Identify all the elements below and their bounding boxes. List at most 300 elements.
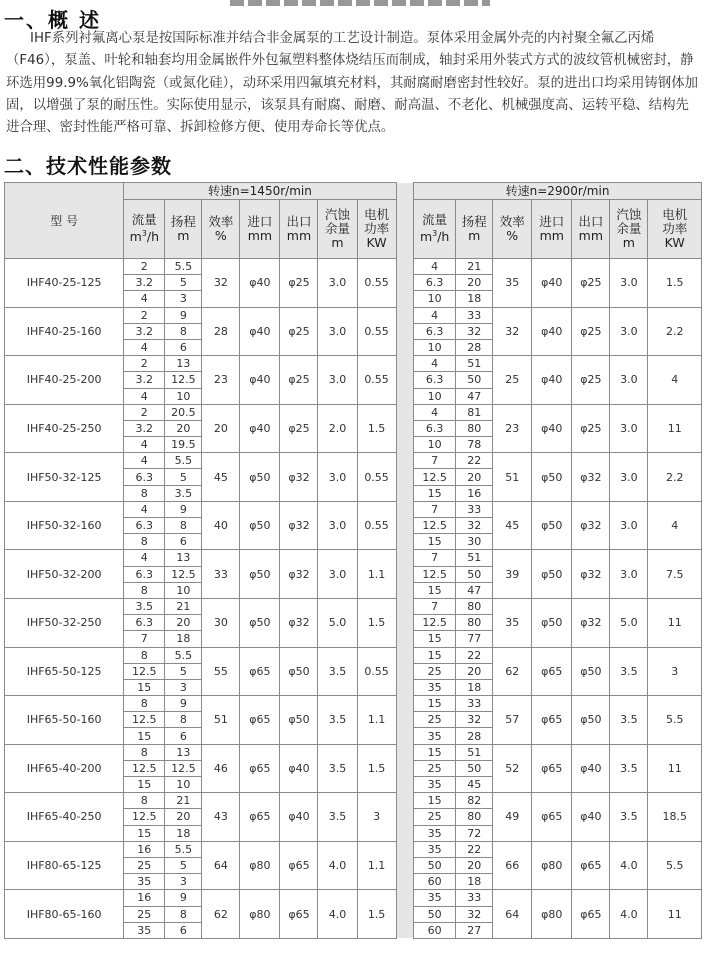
high-power-cell: 7.5 (648, 550, 702, 599)
low-npsh-cell: 3.5 (318, 793, 357, 842)
low-outlet-cell: φ32 (280, 598, 318, 647)
table-row (5, 890, 702, 906)
high-npsh-cell: 3.0 (610, 453, 648, 502)
high-outlet-cell: φ32 (572, 550, 610, 599)
low-flow-cell: 4 (124, 437, 165, 453)
high-npsh-cell: 5.0 (610, 598, 648, 647)
high-outlet-cell: φ40 (572, 793, 610, 842)
low-head-cell: 18 (165, 825, 202, 841)
high-flow-cell: 15 (414, 696, 456, 712)
low-head-cell: 3 (165, 291, 202, 307)
high-efficiency-cell: 64 (493, 890, 532, 939)
high-head-cell: 51 (456, 744, 493, 760)
high-head-cell: 20 (456, 469, 493, 485)
model-cell: IHF80-65-160 (5, 890, 124, 939)
low-efficiency-cell: 23 (202, 356, 240, 405)
high-head-cell: 27 (456, 922, 493, 938)
low-flow-cell: 2 (124, 307, 165, 323)
low-flow-cell: 2 (124, 259, 165, 275)
table-row (5, 356, 702, 372)
low-efficiency-cell: 51 (202, 696, 240, 745)
low-efficiency-cell: 62 (202, 890, 240, 939)
low-flow-cell: 16 (124, 890, 165, 906)
high-outlet-cell: φ65 (572, 841, 610, 890)
low-outlet-cell: φ25 (280, 404, 318, 453)
low-head-cell: 9 (165, 307, 202, 323)
low-head-cell: 3.5 (165, 485, 202, 501)
high-head-cell: 47 (456, 388, 493, 404)
high-flow-cell: 50 (414, 906, 456, 922)
model-cell: IHF50-32-125 (5, 453, 124, 502)
high-flow-cell: 35 (414, 728, 456, 744)
model-cell: IHF65-50-160 (5, 696, 124, 745)
high-flow-cell: 25 (414, 712, 456, 728)
low-inlet-cell: φ50 (240, 550, 280, 599)
high-flow-cell: 7 (414, 550, 456, 566)
low-power-cell: 1.5 (357, 744, 396, 793)
high-power-cell: 11 (648, 890, 702, 939)
high-efficiency-cell: 35 (493, 259, 532, 308)
low-head-cell: 8 (165, 906, 202, 922)
low-flow-cell: 15 (124, 679, 165, 695)
high-flow-cell: 35 (414, 679, 456, 695)
low-head-cell: 13 (165, 356, 202, 372)
low-efficiency-cell: 32 (202, 259, 240, 308)
low-head-cell: 6 (165, 728, 202, 744)
high-npsh-cell: 3.0 (610, 356, 648, 405)
high-flow-cell: 7 (414, 453, 456, 469)
high-head-cell: 47 (456, 582, 493, 598)
table-row (5, 841, 702, 857)
low-head-cell: 13 (165, 744, 202, 760)
high-inlet-cell: φ80 (532, 841, 572, 890)
low-head-cell: 12.5 (165, 566, 202, 582)
high-head-cell: 28 (456, 728, 493, 744)
high-outlet-cell: φ25 (572, 404, 610, 453)
low-head-cell: 6 (165, 534, 202, 550)
low-head-cell: 9 (165, 890, 202, 906)
model-cell: IHF40-25-160 (5, 307, 124, 356)
low-flow-cell: 6.3 (124, 469, 165, 485)
low-power-cell: 1.1 (357, 550, 396, 599)
high-power-cell: 1.5 (648, 259, 702, 308)
low-head-cell: 5.5 (165, 259, 202, 275)
high-efficiency-cell: 35 (493, 598, 532, 647)
high-outlet-cell: φ50 (572, 696, 610, 745)
low-head-cell: 10 (165, 388, 202, 404)
speed-2900-header: 转速n=2900r/min (414, 183, 702, 200)
table-gap (396, 453, 413, 502)
high-npsh-cell: 3.5 (610, 696, 648, 745)
low-flow-cell: 6.3 (124, 566, 165, 582)
low-efficiency-cell: 28 (202, 307, 240, 356)
high-outlet-cell: φ65 (572, 890, 610, 939)
table-gap (396, 598, 413, 647)
high-flow-cell: 6.3 (414, 372, 456, 388)
low-flow-cell: 16 (124, 841, 165, 857)
high-power-cell: 5.5 (648, 841, 702, 890)
low-flow-cell: 3.2 (124, 372, 165, 388)
high-flow-cell: 15 (414, 793, 456, 809)
high-head-cell: 32 (456, 518, 493, 534)
low-flow-cell: 15 (124, 728, 165, 744)
high-flow-cell: 35 (414, 890, 456, 906)
high-head-cell: 21 (456, 259, 493, 275)
high-npsh-cell: 3.0 (610, 501, 648, 550)
high-head-cell: 33 (456, 696, 493, 712)
low-flow-cell: 6.3 (124, 615, 165, 631)
overview-text: IHF系列衬氟离心泵是按国际标准并结合非金属泵的工艺设计制造。泵体采用金属外壳的内衬聚全氟乙丙烯（F46），泵盖、叶轮和轴套均用金属嵌件外包氟塑料整体烧结压而制成，轴封采用外装式方式的波纹管机械密封，静环选用99.9%氧化铝陶瓷（或氮化硅），动环采用四氟填充材料，其耐腐耐磨密封性较好。泵的进出口均采用铸钢体加固，以增强了泵的耐压性。实际使用显示，该泵具有耐腐、耐磨、耐高温、不老化、机械强度高、运转平稳、结构先进合理、密封性能严格可靠、拆卸检修方便、使用寿命长等优点。 (6, 31, 698, 136)
high-head-cell: 77 (456, 631, 493, 647)
model-cell: IHF50-32-200 (5, 550, 124, 599)
low-head-cell: 9 (165, 696, 202, 712)
low-head-cell: 8 (165, 323, 202, 339)
low-outlet-cell: φ65 (280, 841, 318, 890)
low-outlet-cell: φ25 (280, 259, 318, 308)
high-flow-cell: 35 (414, 841, 456, 857)
low-inlet-cell: φ80 (240, 890, 280, 939)
low-outlet-cell: φ40 (280, 744, 318, 793)
table-row (5, 647, 702, 663)
high-outlet-cell: φ40 (572, 744, 610, 793)
low-head-cell: 10 (165, 582, 202, 598)
high-flow-cell: 10 (414, 291, 456, 307)
low-flow-cell: 3.2 (124, 420, 165, 436)
low-head-cell: 10 (165, 777, 202, 793)
high-npsh-header: 汽蚀 余量 m (610, 200, 648, 259)
speed-1450-header: 转速n=1450r/min (124, 183, 396, 200)
high-flow-cell: 15 (414, 485, 456, 501)
low-outlet-cell: φ40 (280, 793, 318, 842)
high-flow-cell: 25 (414, 760, 456, 776)
high-power-cell: 11 (648, 598, 702, 647)
high-efficiency-cell: 57 (493, 696, 532, 745)
high-flow-cell: 4 (414, 404, 456, 420)
high-outlet-cell: φ32 (572, 598, 610, 647)
low-flow-cell: 25 (124, 857, 165, 873)
high-flow-cell: 4 (414, 356, 456, 372)
high-flow-cell: 15 (414, 631, 456, 647)
low-npsh-cell: 2.0 (318, 404, 357, 453)
high-npsh-cell: 4.0 (610, 841, 648, 890)
high-flow-cell: 6.3 (414, 323, 456, 339)
low-flow-cell: 3.2 (124, 323, 165, 339)
low-npsh-cell: 4.0 (318, 841, 357, 890)
high-inlet-cell: φ50 (532, 501, 572, 550)
high-flow-cell: 4 (414, 259, 456, 275)
high-head-cell: 51 (456, 356, 493, 372)
low-flow-cell: 8 (124, 582, 165, 598)
low-efficiency-cell: 64 (202, 841, 240, 890)
low-flow-cell: 15 (124, 825, 165, 841)
high-inlet-cell: φ40 (532, 307, 572, 356)
high-power-header: 电机 功率 KW (648, 200, 702, 259)
high-npsh-cell: 4.0 (610, 890, 648, 939)
low-npsh-cell: 3.0 (318, 550, 357, 599)
high-head-cell: 22 (456, 841, 493, 857)
high-power-cell: 2.2 (648, 453, 702, 502)
high-efficiency-cell: 62 (493, 647, 532, 696)
high-flow-cell: 60 (414, 922, 456, 938)
low-inlet-cell: φ40 (240, 259, 280, 308)
low-head-cell: 13 (165, 550, 202, 566)
model-cell: IHF40-25-250 (5, 404, 124, 453)
table-gap (396, 501, 413, 550)
low-flow-cell: 2 (124, 356, 165, 372)
high-flow-cell: 12.5 (414, 518, 456, 534)
table-gap (396, 550, 413, 599)
low-flow-cell: 12.5 (124, 712, 165, 728)
pump-performance-table (4, 182, 702, 939)
low-inlet-header: 进口 mm (240, 200, 280, 259)
low-efficiency-cell: 20 (202, 404, 240, 453)
high-head-cell: 33 (456, 501, 493, 517)
low-inlet-cell: φ40 (240, 404, 280, 453)
low-head-cell: 5 (165, 663, 202, 679)
low-npsh-cell: 3.0 (318, 453, 357, 502)
low-power-header: 电机 功率 KW (357, 200, 396, 259)
high-power-cell: 5.5 (648, 696, 702, 745)
high-npsh-cell: 3.5 (610, 793, 648, 842)
low-flow-cell: 8 (124, 534, 165, 550)
low-efficiency-cell: 55 (202, 647, 240, 696)
table-row (5, 259, 702, 275)
high-flow-cell: 60 (414, 874, 456, 890)
low-flow-cell: 4 (124, 501, 165, 517)
table-gap (396, 183, 413, 259)
low-flow-cell: 3.2 (124, 275, 165, 291)
table-row (5, 307, 702, 323)
high-head-cell: 50 (456, 566, 493, 582)
low-flow-cell: 12.5 (124, 760, 165, 776)
low-head-cell: 12.5 (165, 760, 202, 776)
low-inlet-cell: φ65 (240, 744, 280, 793)
low-head-cell: 21 (165, 793, 202, 809)
low-head-cell: 21 (165, 598, 202, 614)
high-flow-cell: 6.3 (414, 420, 456, 436)
table-gap (396, 647, 413, 696)
high-outlet-cell: φ32 (572, 501, 610, 550)
low-flow-cell: 3.5 (124, 598, 165, 614)
high-flow-cell: 12.5 (414, 469, 456, 485)
high-flow-cell: 35 (414, 777, 456, 793)
high-flow-cell: 15 (414, 647, 456, 663)
model-cell: IHF50-32-250 (5, 598, 124, 647)
low-npsh-cell: 3.0 (318, 356, 357, 405)
low-flow-cell: 7 (124, 631, 165, 647)
high-head-cell: 32 (456, 712, 493, 728)
low-head-cell: 3 (165, 874, 202, 890)
table-gap (396, 744, 413, 793)
low-npsh-cell: 3.0 (318, 259, 357, 308)
high-efficiency-cell: 23 (493, 404, 532, 453)
high-flow-cell: 15 (414, 744, 456, 760)
high-power-cell: 11 (648, 744, 702, 793)
low-flow-cell: 12.5 (124, 663, 165, 679)
high-power-cell: 18.5 (648, 793, 702, 842)
model-cell: IHF65-40-250 (5, 793, 124, 842)
low-head-cell: 8 (165, 712, 202, 728)
high-flow-cell: 7 (414, 501, 456, 517)
low-power-cell: 0.55 (357, 259, 396, 308)
low-npsh-cell: 3.5 (318, 647, 357, 696)
model-cell: IHF40-25-200 (5, 356, 124, 405)
low-flow-cell: 12.5 (124, 809, 165, 825)
high-head-cell: 32 (456, 906, 493, 922)
high-flow-cell: 4 (414, 307, 456, 323)
low-outlet-cell: φ25 (280, 307, 318, 356)
table-row (5, 598, 702, 614)
low-outlet-header: 出口 mm (280, 200, 318, 259)
low-inlet-cell: φ50 (240, 598, 280, 647)
high-head-cell: 18 (456, 291, 493, 307)
low-outlet-cell: φ25 (280, 356, 318, 405)
low-flow-cell: 35 (124, 922, 165, 938)
high-outlet-cell: φ25 (572, 259, 610, 308)
low-flow-cell: 8 (124, 744, 165, 760)
high-inlet-cell: φ65 (532, 744, 572, 793)
high-flow-header: 流量 $m^3/h$ (414, 200, 456, 259)
low-power-cell: 0.55 (357, 356, 396, 405)
high-inlet-cell: φ50 (532, 453, 572, 502)
high-outlet-cell: φ25 (572, 307, 610, 356)
high-head-cell: 30 (456, 534, 493, 550)
low-flow-cell: 8 (124, 647, 165, 663)
low-power-cell: 1.1 (357, 841, 396, 890)
high-head-cell: 32 (456, 323, 493, 339)
low-head-cell: 5 (165, 469, 202, 485)
high-outlet-cell: φ32 (572, 453, 610, 502)
low-power-cell: 3 (357, 793, 396, 842)
model-cell: IHF65-50-125 (5, 647, 124, 696)
high-head-cell: 80 (456, 615, 493, 631)
high-npsh-cell: 3.0 (610, 307, 648, 356)
high-head-cell: 22 (456, 647, 493, 663)
high-power-cell: 2.2 (648, 307, 702, 356)
section-heading-overview: 一、概 述 (4, 8, 101, 32)
low-head-cell: 12.5 (165, 372, 202, 388)
low-efficiency-cell: 40 (202, 501, 240, 550)
low-efficiency-header: 效率 % (202, 200, 240, 259)
low-inlet-cell: φ40 (240, 356, 280, 405)
low-flow-cell: 4 (124, 291, 165, 307)
high-flow-cell: 15 (414, 534, 456, 550)
table-row (5, 453, 702, 469)
high-inlet-cell: φ65 (532, 696, 572, 745)
high-flow-cell: 6.3 (414, 275, 456, 291)
table-gap (396, 890, 413, 939)
low-head-cell: 19.5 (165, 437, 202, 453)
table-gap (396, 841, 413, 890)
low-flow-cell: 8 (124, 485, 165, 501)
high-inlet-cell: φ80 (532, 890, 572, 939)
low-power-cell: 1.5 (357, 890, 396, 939)
high-inlet-cell: φ40 (532, 404, 572, 453)
high-outlet-header: 出口 mm (572, 200, 610, 259)
low-head-cell: 20.5 (165, 404, 202, 420)
high-inlet-cell: φ65 (532, 647, 572, 696)
table-row (5, 501, 702, 517)
table-gap (396, 696, 413, 745)
high-power-cell: 4 (648, 501, 702, 550)
low-head-cell: 20 (165, 615, 202, 631)
table-gap (396, 404, 413, 453)
low-npsh-header: 汽蚀 余量 m (318, 200, 357, 259)
high-efficiency-cell: 49 (493, 793, 532, 842)
low-npsh-cell: 3.5 (318, 744, 357, 793)
high-flow-cell: 10 (414, 437, 456, 453)
table-row (5, 793, 702, 809)
high-head-cell: 81 (456, 404, 493, 420)
high-flow-cell: 10 (414, 388, 456, 404)
low-outlet-cell: φ50 (280, 696, 318, 745)
high-efficiency-cell: 39 (493, 550, 532, 599)
table-gap (396, 356, 413, 405)
low-head-header: 扬程 m (165, 200, 202, 259)
cropped-title-remnant (0, 0, 705, 6)
low-inlet-cell: φ40 (240, 307, 280, 356)
high-efficiency-cell: 25 (493, 356, 532, 405)
high-head-header: 扬程 m (456, 200, 493, 259)
low-head-cell: 5 (165, 275, 202, 291)
low-inlet-cell: φ65 (240, 696, 280, 745)
model-cell: IHF50-32-160 (5, 501, 124, 550)
low-inlet-cell: φ50 (240, 501, 280, 550)
low-head-cell: 5.5 (165, 647, 202, 663)
section-heading-specs: 二、技术性能参数 (4, 154, 172, 178)
high-inlet-cell: φ40 (532, 356, 572, 405)
high-flow-cell: 7 (414, 598, 456, 614)
high-head-cell: 20 (456, 663, 493, 679)
high-head-cell: 82 (456, 793, 493, 809)
low-power-cell: 0.55 (357, 453, 396, 502)
high-flow-cell: 25 (414, 663, 456, 679)
low-inlet-cell: φ50 (240, 453, 280, 502)
low-head-cell: 5.5 (165, 453, 202, 469)
low-power-cell: 1.5 (357, 404, 396, 453)
table-row (5, 696, 702, 712)
high-head-cell: 33 (456, 307, 493, 323)
low-outlet-cell: φ50 (280, 647, 318, 696)
low-flow-cell: 4 (124, 388, 165, 404)
high-inlet-cell: φ40 (532, 259, 572, 308)
low-head-cell: 5 (165, 857, 202, 873)
high-npsh-cell: 3.0 (610, 550, 648, 599)
low-npsh-cell: 3.5 (318, 696, 357, 745)
high-head-cell: 45 (456, 777, 493, 793)
low-head-cell: 18 (165, 631, 202, 647)
high-power-cell: 4 (648, 356, 702, 405)
low-power-cell: 0.55 (357, 501, 396, 550)
high-outlet-cell: φ50 (572, 647, 610, 696)
high-head-cell: 16 (456, 485, 493, 501)
low-efficiency-cell: 46 (202, 744, 240, 793)
model-cell: IHF80-65-125 (5, 841, 124, 890)
high-npsh-cell: 3.0 (610, 404, 648, 453)
high-head-cell: 72 (456, 825, 493, 841)
high-head-cell: 50 (456, 372, 493, 388)
low-head-cell: 8 (165, 518, 202, 534)
high-flow-cell: 12.5 (414, 566, 456, 582)
high-head-cell: 20 (456, 275, 493, 291)
high-efficiency-cell: 32 (493, 307, 532, 356)
high-outlet-cell: φ25 (572, 356, 610, 405)
table-gap (396, 259, 413, 308)
high-efficiency-cell: 45 (493, 501, 532, 550)
low-efficiency-cell: 30 (202, 598, 240, 647)
low-efficiency-cell: 43 (202, 793, 240, 842)
high-head-cell: 33 (456, 890, 493, 906)
